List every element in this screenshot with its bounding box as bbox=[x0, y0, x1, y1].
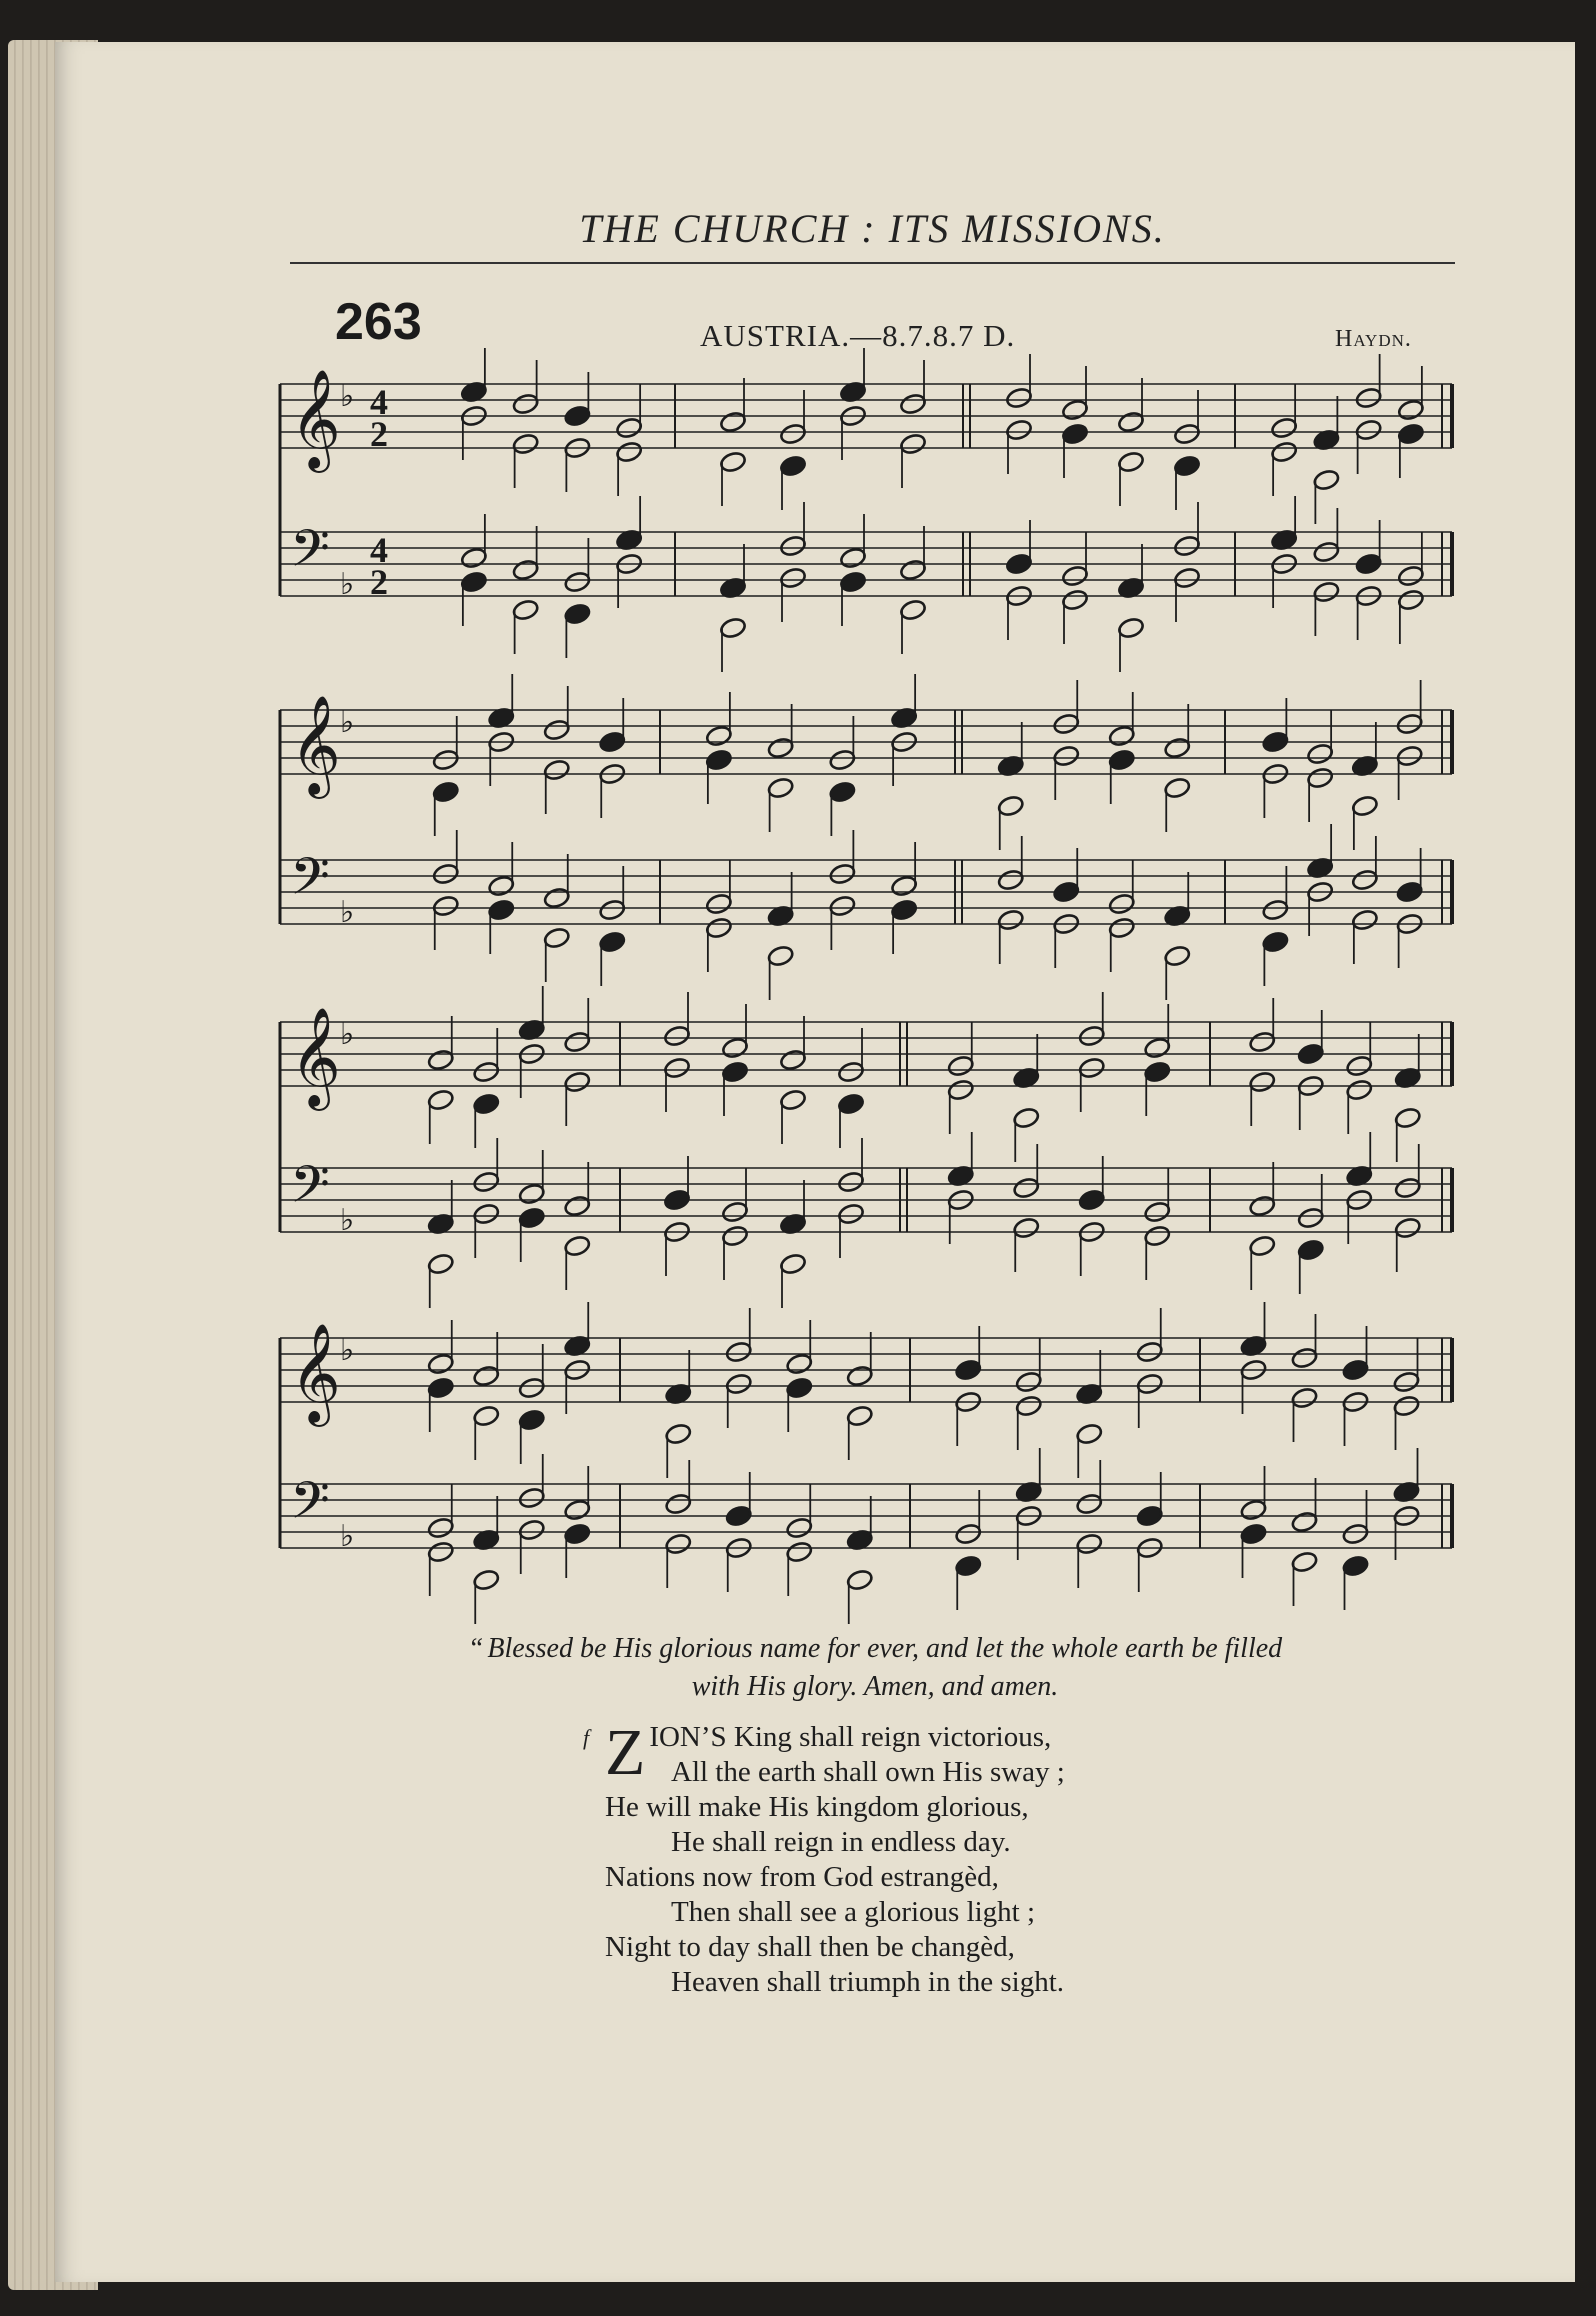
note-head bbox=[487, 898, 515, 921]
flat-icon: ♭ bbox=[340, 1203, 355, 1238]
note-head bbox=[1163, 736, 1191, 759]
note-head bbox=[837, 1170, 865, 1193]
note-head bbox=[518, 1518, 546, 1541]
note-head bbox=[598, 730, 626, 753]
note-head bbox=[779, 566, 807, 589]
note-head bbox=[1143, 1200, 1171, 1223]
note-head bbox=[947, 1054, 975, 1077]
note-head bbox=[1355, 418, 1383, 441]
note-head bbox=[785, 1376, 813, 1399]
time-signature-bottom: 2 bbox=[370, 414, 388, 454]
note-head bbox=[432, 862, 460, 885]
time-signature-top: 4 bbox=[370, 530, 388, 570]
note-head bbox=[1248, 1194, 1276, 1217]
note-head bbox=[1261, 898, 1289, 921]
note-head bbox=[1312, 580, 1340, 603]
note-head bbox=[427, 1048, 455, 1071]
note-head bbox=[719, 410, 747, 433]
note-head bbox=[1396, 744, 1424, 767]
flat-icon: ♭ bbox=[340, 1519, 355, 1554]
note-head bbox=[1005, 386, 1033, 409]
note-head bbox=[543, 718, 571, 741]
note-head bbox=[779, 422, 807, 445]
note-head bbox=[615, 440, 643, 463]
note-head bbox=[846, 1364, 874, 1387]
scripture-quote bbox=[300, 1630, 1450, 1706]
note-head bbox=[1078, 1056, 1106, 1079]
note-head bbox=[1345, 1054, 1373, 1077]
note-head bbox=[1397, 398, 1425, 421]
flat-icon: ♭ bbox=[340, 1017, 355, 1052]
drop-cap: Z bbox=[605, 1716, 646, 1789]
note-head bbox=[1396, 712, 1424, 735]
note-head bbox=[1355, 552, 1383, 575]
note-head bbox=[721, 1060, 749, 1083]
verse-line-5: Nations now from God estrangèd, bbox=[605, 1861, 999, 1893]
bass-clef-icon: 𝄢 bbox=[290, 1154, 330, 1227]
note-head bbox=[1005, 552, 1033, 575]
treble-clef-icon: 𝄞 bbox=[290, 1323, 341, 1423]
note-head bbox=[725, 1372, 753, 1395]
note-head bbox=[705, 892, 733, 915]
note-head bbox=[785, 1352, 813, 1375]
running-title: THE CHURCH : ITS MISSIONS. bbox=[579, 206, 1166, 251]
note-head bbox=[427, 1376, 455, 1399]
note-head bbox=[1061, 564, 1089, 587]
note-head bbox=[1136, 1372, 1164, 1395]
note-head bbox=[1052, 880, 1080, 903]
note-head bbox=[1239, 1498, 1267, 1521]
note-head bbox=[846, 1404, 874, 1427]
note-head bbox=[1306, 766, 1334, 789]
verse-line-1-text: ION’S King shall reign victorious, bbox=[649, 1721, 1052, 1753]
note-head bbox=[997, 868, 1025, 891]
note-head bbox=[460, 570, 488, 593]
note-head bbox=[427, 1088, 455, 1111]
note-head bbox=[1290, 1550, 1318, 1573]
composer-name: Haydn. bbox=[1335, 326, 1412, 352]
note-head bbox=[427, 1252, 455, 1275]
note-head bbox=[1261, 730, 1289, 753]
note-head bbox=[719, 616, 747, 639]
note-head bbox=[1248, 1234, 1276, 1257]
note-head bbox=[721, 1224, 749, 1247]
verse-line-8: Heaven shall triumph in the sight. bbox=[671, 1966, 1065, 1998]
note-head bbox=[1005, 418, 1033, 441]
note-head bbox=[472, 1170, 500, 1193]
note-head bbox=[1261, 930, 1289, 953]
note-head bbox=[1392, 1370, 1420, 1393]
note-head bbox=[890, 874, 918, 897]
flat-icon: ♭ bbox=[340, 567, 355, 602]
tune-name: AUSTRIA.—8.7.8.7 D. bbox=[700, 318, 1016, 353]
note-head bbox=[725, 1340, 753, 1363]
verse-line-4: He shall reign in endless day. bbox=[671, 1826, 1011, 1858]
note-head bbox=[997, 908, 1025, 931]
note-head bbox=[472, 1364, 500, 1387]
note-head bbox=[1061, 422, 1089, 445]
note-head bbox=[432, 780, 460, 803]
note-head bbox=[664, 1422, 692, 1445]
note-head bbox=[1351, 868, 1379, 891]
note-head bbox=[472, 1404, 500, 1427]
bass-clef-icon: 𝄢 bbox=[290, 1470, 330, 1543]
note-head bbox=[828, 894, 856, 917]
flat-icon: ♭ bbox=[340, 1333, 355, 1368]
note-head bbox=[518, 1206, 546, 1229]
note-head bbox=[719, 450, 747, 473]
note-head bbox=[899, 598, 927, 621]
note-head bbox=[1396, 880, 1424, 903]
note-head bbox=[460, 546, 488, 569]
note-head bbox=[997, 794, 1025, 817]
note-head bbox=[472, 1568, 500, 1591]
verse-line-7: Night to day shall then be changèd, bbox=[605, 1931, 1015, 1963]
note-head bbox=[1290, 1386, 1318, 1409]
note-head bbox=[1075, 1422, 1103, 1445]
note-head bbox=[1143, 1060, 1171, 1083]
note-head bbox=[663, 1024, 691, 1047]
note-head bbox=[779, 454, 807, 477]
note-head bbox=[1012, 1216, 1040, 1239]
note-head bbox=[705, 724, 733, 747]
note-head bbox=[472, 1060, 500, 1083]
note-head bbox=[767, 776, 795, 799]
note-head bbox=[1394, 1216, 1422, 1239]
note-head bbox=[767, 944, 795, 967]
note-head bbox=[1341, 1522, 1369, 1545]
note-head bbox=[664, 1532, 692, 1555]
note-head bbox=[518, 1376, 546, 1399]
note-head bbox=[954, 1522, 982, 1545]
note-head bbox=[785, 1516, 813, 1539]
note-head bbox=[828, 748, 856, 771]
open-quote: “ bbox=[467, 1633, 484, 1664]
verse-line-2: All the earth shall own His sway ; bbox=[671, 1756, 1065, 1788]
note-head bbox=[705, 916, 733, 939]
note-head bbox=[1312, 540, 1340, 563]
note-head bbox=[1136, 1340, 1164, 1363]
note-head bbox=[598, 898, 626, 921]
note-head bbox=[1163, 944, 1191, 967]
note-head bbox=[837, 1202, 865, 1225]
note-head bbox=[899, 432, 927, 455]
note-head bbox=[1345, 1078, 1373, 1101]
note-head bbox=[1012, 1106, 1040, 1129]
note-head bbox=[1312, 468, 1340, 491]
note-head bbox=[1052, 712, 1080, 735]
note-head bbox=[1136, 1504, 1164, 1527]
note-head bbox=[563, 1234, 591, 1257]
note-head bbox=[1397, 422, 1425, 445]
note-head bbox=[1052, 744, 1080, 767]
note-head bbox=[1015, 1394, 1043, 1417]
note-head bbox=[1297, 1206, 1325, 1229]
note-head bbox=[1290, 1510, 1318, 1533]
note-head bbox=[563, 1522, 591, 1545]
note-head bbox=[663, 1188, 691, 1211]
note-head bbox=[432, 748, 460, 771]
note-head bbox=[1397, 564, 1425, 587]
scripture-line-2: with His glory. Amen, and amen. bbox=[691, 1671, 1059, 1702]
note-head bbox=[512, 392, 540, 415]
note-head bbox=[1173, 566, 1201, 589]
treble-clef-icon: 𝄞 bbox=[290, 1007, 341, 1107]
note-head bbox=[1297, 1042, 1325, 1065]
note-head bbox=[487, 874, 515, 897]
note-head bbox=[828, 862, 856, 885]
note-head bbox=[1248, 1070, 1276, 1093]
note-head bbox=[1173, 534, 1201, 557]
verse-line-6: Then shall see a glorious light ; bbox=[671, 1896, 1036, 1928]
note-head bbox=[839, 546, 867, 569]
note-head bbox=[1394, 1176, 1422, 1199]
note-head bbox=[427, 1540, 455, 1563]
note-head bbox=[1351, 794, 1379, 817]
note-head bbox=[1108, 892, 1136, 915]
note-head bbox=[472, 1202, 500, 1225]
note-head bbox=[705, 748, 733, 771]
note-head bbox=[1117, 616, 1145, 639]
note-head bbox=[472, 1092, 500, 1115]
note-head bbox=[518, 1182, 546, 1205]
time-signature-bottom: 2 bbox=[370, 562, 388, 602]
treble-clef-icon: 𝄞 bbox=[290, 695, 341, 795]
note-head bbox=[543, 758, 571, 781]
note-head bbox=[947, 1078, 975, 1101]
note-head bbox=[1117, 450, 1145, 473]
note-head bbox=[512, 598, 540, 621]
note-head bbox=[1015, 1370, 1043, 1393]
note-head bbox=[563, 602, 591, 625]
verse-line-3: He will make His kingdom glorious, bbox=[605, 1791, 1029, 1823]
note-head bbox=[1397, 588, 1425, 611]
note-head bbox=[837, 1060, 865, 1083]
note-head bbox=[1239, 1522, 1267, 1545]
note-head bbox=[615, 416, 643, 439]
note-head bbox=[1341, 1358, 1369, 1381]
note-head bbox=[563, 404, 591, 427]
note-head bbox=[1173, 454, 1201, 477]
note-head bbox=[563, 1498, 591, 1521]
note-head bbox=[1078, 1024, 1106, 1047]
note-head bbox=[518, 1408, 546, 1431]
note-head bbox=[1075, 1532, 1103, 1555]
hymn-verse bbox=[583, 1716, 1065, 2000]
flat-icon: ♭ bbox=[340, 705, 355, 740]
note-head bbox=[1351, 908, 1379, 931]
note-head bbox=[1075, 1492, 1103, 1515]
note-head bbox=[954, 1554, 982, 1577]
note-head bbox=[1061, 588, 1089, 611]
note-head bbox=[563, 1030, 591, 1053]
scripture-line-1: Blessed be His glorious name for ever, and let the whole earth be filled bbox=[487, 1633, 1283, 1664]
note-head bbox=[664, 1492, 692, 1515]
note-head bbox=[598, 930, 626, 953]
note-head bbox=[954, 1358, 982, 1381]
note-head bbox=[785, 1540, 813, 1563]
note-head bbox=[1012, 1176, 1040, 1199]
hymn-number: 263 bbox=[335, 293, 422, 351]
note-head bbox=[1394, 1106, 1422, 1129]
note-head bbox=[1163, 776, 1191, 799]
note-head bbox=[839, 570, 867, 593]
note-head bbox=[1290, 1346, 1318, 1369]
note-head bbox=[899, 392, 927, 415]
note-head bbox=[828, 780, 856, 803]
note-head bbox=[1108, 748, 1136, 771]
note-head bbox=[1143, 1036, 1171, 1059]
dynamic-mark: f bbox=[583, 1725, 590, 1750]
note-head bbox=[663, 1056, 691, 1079]
note-head bbox=[563, 1070, 591, 1093]
note-head bbox=[779, 1252, 807, 1275]
note-head bbox=[1108, 916, 1136, 939]
note-head bbox=[543, 886, 571, 909]
note-head bbox=[1297, 1238, 1325, 1261]
note-head bbox=[1270, 416, 1298, 439]
note-head bbox=[512, 558, 540, 581]
note-head bbox=[1117, 410, 1145, 433]
bass-clef-icon: 𝄢 bbox=[290, 846, 330, 919]
note-head bbox=[563, 1194, 591, 1217]
note-head bbox=[1108, 724, 1136, 747]
note-head bbox=[837, 1092, 865, 1115]
note-head bbox=[1270, 440, 1298, 463]
note-head bbox=[846, 1568, 874, 1591]
note-head bbox=[779, 1088, 807, 1111]
note-head bbox=[721, 1200, 749, 1223]
note-head bbox=[1143, 1224, 1171, 1247]
note-head bbox=[767, 736, 795, 759]
note-head bbox=[1248, 1030, 1276, 1053]
note-head bbox=[1078, 1188, 1106, 1211]
note-head bbox=[1173, 422, 1201, 445]
note-head bbox=[518, 1486, 546, 1509]
note-head bbox=[432, 894, 460, 917]
note-head bbox=[512, 432, 540, 455]
note-head bbox=[563, 570, 591, 593]
note-head bbox=[427, 1352, 455, 1375]
treble-clef-icon: 𝄞 bbox=[290, 369, 341, 469]
time-signature-top: 4 bbox=[370, 382, 388, 422]
flat-icon: ♭ bbox=[340, 379, 355, 414]
note-head bbox=[779, 1048, 807, 1071]
note-head bbox=[899, 558, 927, 581]
note-head bbox=[427, 1516, 455, 1539]
note-head bbox=[1306, 742, 1334, 765]
bass-clef-icon: 𝄢 bbox=[290, 518, 330, 591]
note-head bbox=[1355, 386, 1383, 409]
note-head bbox=[890, 898, 918, 921]
note-head bbox=[725, 1504, 753, 1527]
note-head bbox=[1061, 398, 1089, 421]
note-head bbox=[779, 534, 807, 557]
note-head bbox=[721, 1036, 749, 1059]
note-head bbox=[543, 926, 571, 949]
note-head bbox=[1341, 1554, 1369, 1577]
flat-icon: ♭ bbox=[340, 895, 355, 930]
note-head bbox=[1392, 1394, 1420, 1417]
